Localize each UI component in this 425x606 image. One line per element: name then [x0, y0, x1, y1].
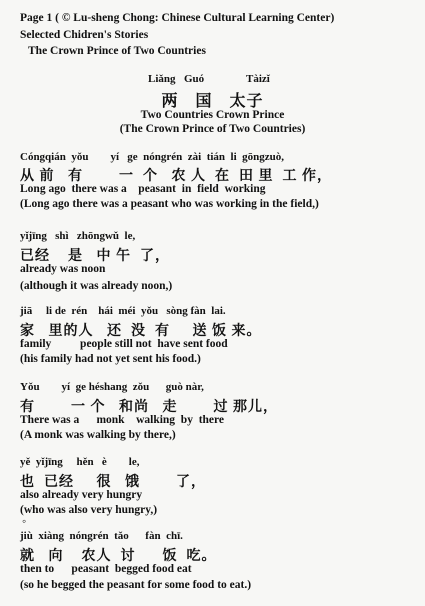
section-2-pinyin: yǐjīng shì zhōngwǔ le, [20, 230, 136, 242]
title-pinyin-liang: Liǎng [148, 73, 176, 85]
section-4-translation: (A monk was walking by there,) [20, 429, 176, 441]
section-3-chinese: 家 里的人 还 没 有 送 饭 来。 [20, 324, 262, 339]
collection-title: Selected Chidren's Stories [20, 29, 149, 41]
section-6-chinese: 就 向 农人 讨 饭 吃。 [20, 549, 217, 564]
section-1-chinese: 从 前 有 一 个 农 人 在 田 里 工 作， [20, 169, 332, 184]
stray-mark: ◦ [22, 514, 27, 528]
section-1-pinyin: Cóngqián yǒu yí ge nóngrén zài tián li gōngzuò, [20, 151, 285, 163]
title-pinyin-taizi: Tàizǐ [246, 73, 270, 85]
section-2-translation: (although it was already noon,) [20, 280, 173, 292]
section-2-english: already was noon [20, 263, 106, 275]
section-5-chinese: 也 已经 很 饿 了， [20, 475, 206, 490]
section-2-chinese: 已经 是 中 午 了， [20, 249, 170, 264]
section-4-chinese: 有 一 个 和尚 走 过 那儿， [20, 400, 278, 415]
page-header-copyright: Page 1 ( © Lu-sheng Chong: Chinese Cultural Learning Center) [20, 12, 335, 24]
section-3-english: family people still not have sent food [20, 338, 228, 350]
story-title: The Crown Prince of Two Countries [28, 45, 206, 57]
section-3-translation: (his family had not yet sent his food.) [20, 353, 201, 365]
title-pinyin-guo: Guó [184, 73, 205, 85]
section-5-english: also already very hungry [20, 489, 143, 501]
title-chinese: 两 国 太子 [161, 93, 264, 110]
section-1-english: Long ago there was a peasant in field working [20, 183, 266, 195]
title-translation: (The Crown Prince of Two Countries) [119, 123, 306, 135]
section-4-pinyin: Yǒu yí ge héshang zǒu guò nàr, [20, 381, 204, 393]
section-6-pinyin: jiù xiàng nóngrén tǎo fàn chī. [20, 530, 183, 542]
section-3-pinyin: jiā li de rén hái méi yǒu sòng fàn lai. [20, 305, 226, 317]
section-4-english: There was a monk walking by there [20, 414, 225, 426]
section-5-translation: (who was also very hungry,) [20, 504, 158, 516]
section-6-translation: (so he begged the peasant for some food to eat.) [20, 579, 252, 591]
section-6-english: then to peasant begged food eat [20, 563, 192, 575]
title-english: Two Countries Crown Prince [140, 109, 285, 121]
section-5-pinyin: yě yǐjīng hěn è le, [20, 456, 140, 468]
section-1-translation: (Long ago there was a peasant who was working in the field,) [20, 198, 319, 210]
